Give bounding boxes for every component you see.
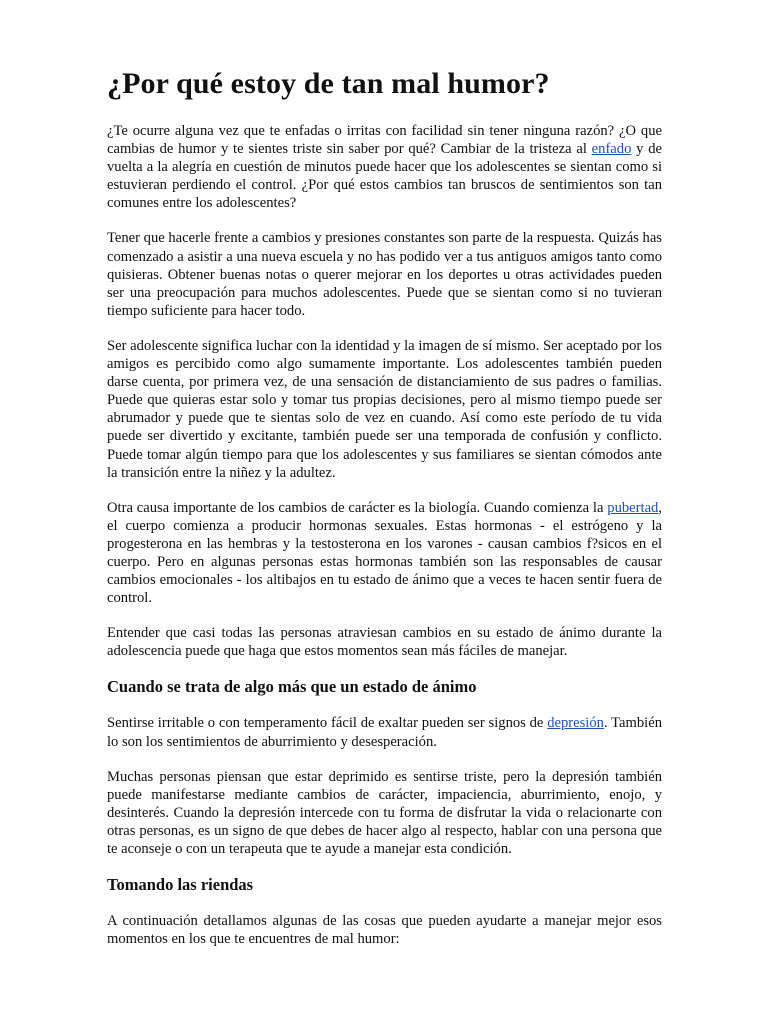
section-heading-taking-control: Tomando las riendas [107, 875, 254, 895]
paragraph-identity: Ser adolescente significa luchar con la identidad y la imagen de sí mismo. Ser aceptado por los amigos es percibido como algo sumamente importante. Los adolescentes también pueden darse cuenta, por primera vez, de una sensación de distanciamiento de sus padres o familias. Puede que quieras estar solo y tomar tus propias decisiones, pero al mismo tiempo puede ser abrumador y puede que te sientas solo de vez en cuando. Así como este período de tu vida puede ser divertido y excitante, también puede ser una temporada de confusión y conflicto. Puede tomar algún tiempo para que los adolescentes y sus familiares se sientan cómodos ante la transición entre la niñez y la adultez. [107, 337, 662, 481]
link-pubertad[interactable]: pubertad [607, 499, 659, 516]
paragraph-signs-text: Sentirse irritable o con temperamento fácil de exaltar pueden ser signos de [107, 715, 548, 732]
link-depresion[interactable]: depresión [547, 715, 604, 732]
paragraph-intro-text-end: y de vuelta a la alegría en cuestión de minutos puede hacer que los adolescentes se sientan como si estuvieran perdiendo el control. ¿Por qué estos cambios tan bruscos de sentimientos son tan comunes entre los adolescentes? [107, 141, 662, 212]
page-title: ¿Por qué estoy de tan mal humor? [107, 67, 550, 100]
paragraph-intro-text: ¿Te ocurre alguna vez que te enfadas o irritas con facilidad sin tener ninguna razón? ¿O que cambias de humor y te sientes triste sin saber por qué? Cambiar de la tristeza al [107, 123, 662, 158]
paragraph-understanding: Entender que casi todas las personas atraviesan cambios en su estado de ánimo durante la adolescencia puede que haga que estos momentos sean más fáciles de manejar. [107, 625, 662, 660]
link-enfado[interactable]: enfado [591, 141, 632, 158]
paragraph-pressures: Tener que hacerle frente a cambios y presiones constantes son parte de la respuesta. Quizás has comenzado a asistir a una nueva escuela y no has podido ver a tus antiguos amigos tanto como quisieras. Obtener buenas notas o querer mejorar en los deportes u otras actividades pueden ser una preocupación para muchos adolescentes. Puede que se sientan como si no tuvieran tiempo suficiente para hacer todo. [107, 230, 662, 319]
paragraph-signs [107, 714, 662, 750]
paragraph-signs-text-end: . También lo son los sentimientos de aburrimiento y desesperación. [107, 715, 662, 750]
paragraph-intro [107, 122, 662, 212]
paragraph-biology [107, 499, 662, 608]
paragraph-depression: Muchas personas piensan que estar deprimido es sentirse triste, pero la depresión también puede manifestarse mediante cambios de carácter, impaciencia, aburrimiento, enojo, y desinterés. Cuando la depresión intercede con tu forma de disfrutar la vida o relacionarte con otras personas, es un signo de que debes de hacer algo al respecto, hablar con una persona que te aconseje o con un terapeuta que te ayude a manejar esta condición. [107, 768, 662, 857]
paragraph-biology-text-end: , el cuerpo comienza a producir hormonas sexuales. Estas hormonas - el estrógeno y la progesterona en las hembras y la testosterona en los varones - causan cambios f?sicos en el cuerpo. Pero en algunas personas estas hormonas también son las responsables de causar cambios emocionales - los altibajos en tu estado de ánimo que a veces te hacen sentir fuera de control. [107, 499, 662, 607]
section-heading-more-than-mood: Cuando se trata de algo más que un estado de ánimo [107, 677, 477, 697]
paragraph-list-intro: A continuación detallamos algunas de las cosas que pueden ayudarte a manejar mejor esos momentos en los que te encuentres de mal humor: [107, 913, 662, 948]
paragraph-biology-text: Otra causa importante de los cambios de carácter es la biología. Cuando comienza la [107, 499, 608, 516]
